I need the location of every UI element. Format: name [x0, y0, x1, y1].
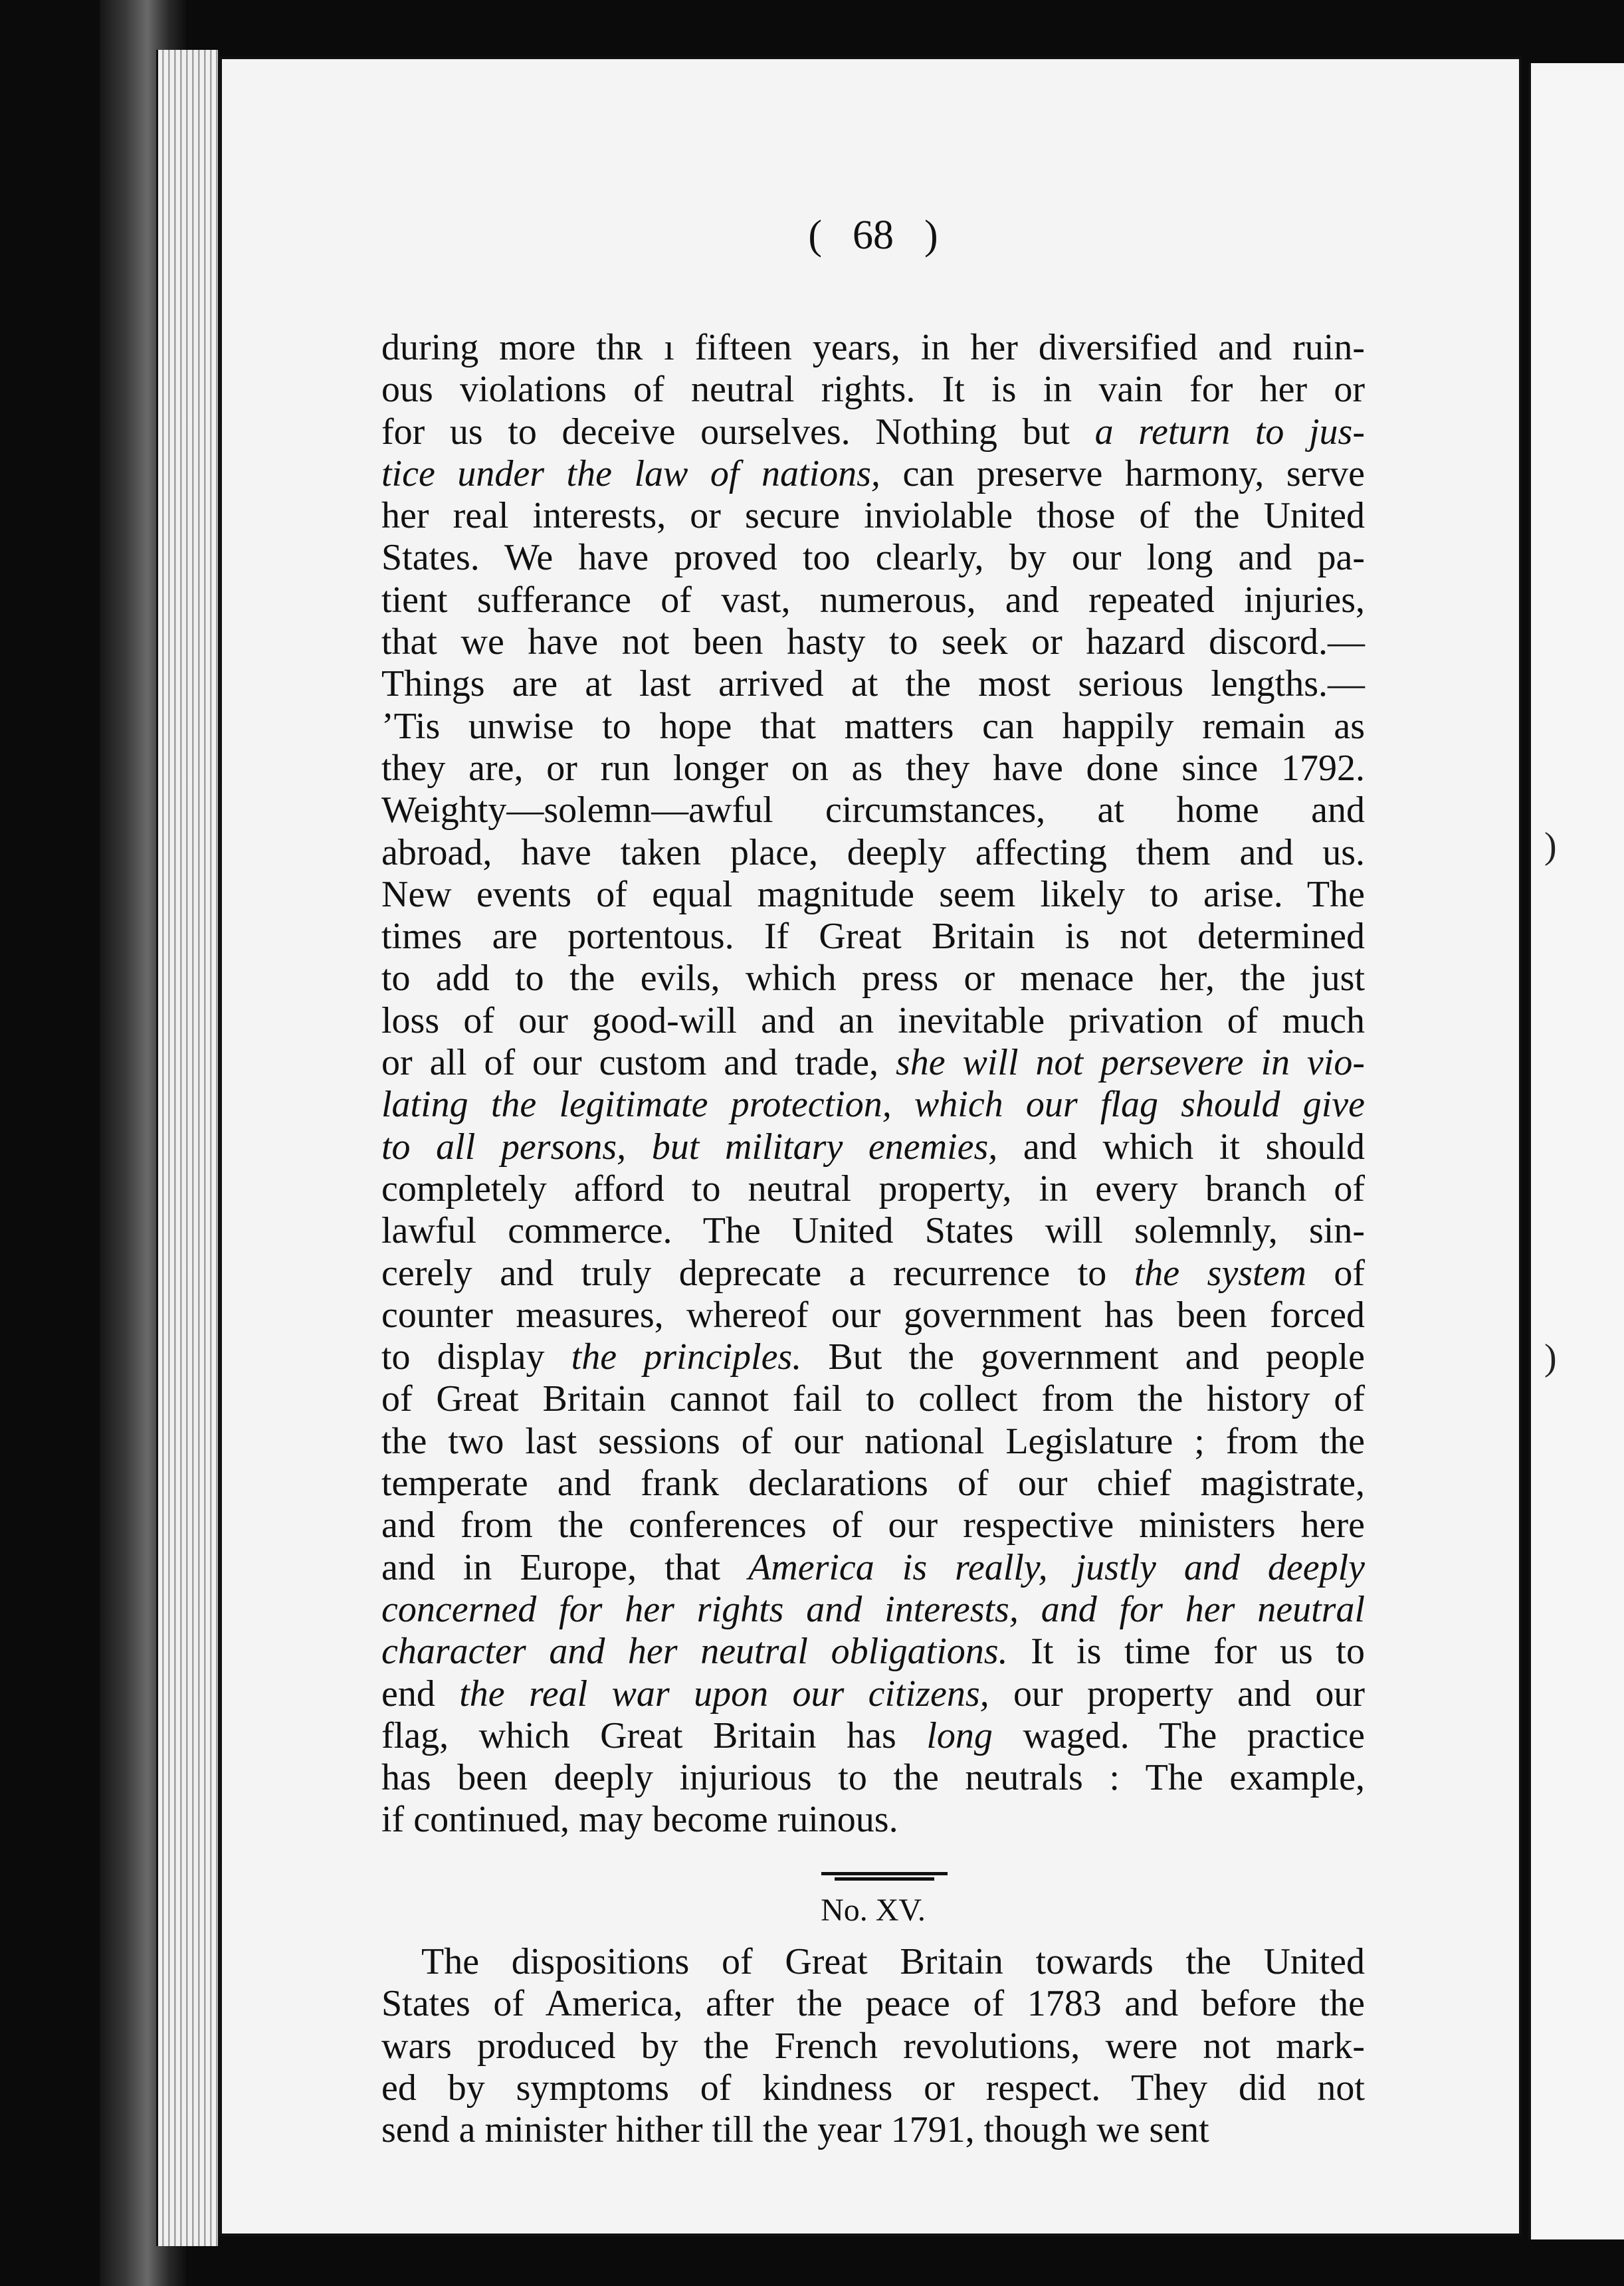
- text-line: [381, 369, 1365, 411]
- text-line: [381, 1168, 1365, 1210]
- italic-text: America is really, justly and deeply: [748, 1546, 1365, 1588]
- text-line: [381, 663, 1365, 705]
- text-line: [381, 1505, 1365, 1546]
- text-line: [381, 327, 1365, 369]
- italic-text: long: [926, 1715, 993, 1756]
- text-run: her real interests, or secure inviolable those of the United: [381, 495, 1365, 537]
- text-run: during more thʀ ı fifteen years, in her diversified and ruin-: [381, 327, 1365, 368]
- italic-text: concerned for her rights and interests, and for her neutral: [381, 1588, 1365, 1630]
- text-run: or all of our custom and trade,: [381, 1042, 896, 1084]
- text-line: [381, 579, 1365, 621]
- text-line: [381, 874, 1365, 916]
- text-line: [381, 537, 1365, 579]
- text-run: temperate and frank declarations of our chief magistrate,: [381, 1463, 1365, 1505]
- text-line: [381, 1253, 1365, 1295]
- text-run: has been deeply injurious to the neutrals : The example,: [381, 1757, 1365, 1799]
- text-line: [381, 1715, 1365, 1757]
- text-run: of Great Britain cannot fail to collect from the history of: [381, 1378, 1365, 1420]
- text-run: end: [381, 1673, 460, 1715]
- text-run: that we have not been hasty to seek or hazard discord.—: [381, 621, 1365, 663]
- text-run: times are portentous. If Great Britain is not determined: [381, 916, 1365, 958]
- text-line: [381, 832, 1365, 874]
- text-run: completely afford to neutral property, in every branch of: [381, 1168, 1365, 1209]
- text-line: [381, 2026, 1365, 2067]
- text-line: [381, 1126, 1365, 1168]
- text-line: [381, 1295, 1365, 1336]
- facing-page-mark: ): [1544, 825, 1557, 867]
- text-line: [381, 1042, 1365, 1084]
- text-run: to add to the evils, which press or menace her, the just: [381, 958, 1365, 999]
- text-run: and from the conferences of our respective ministers here: [381, 1505, 1365, 1546]
- italic-text: the principles.: [571, 1336, 802, 1378]
- section-heading: No. XV.: [821, 1893, 926, 1928]
- text-line: [381, 1421, 1365, 1463]
- section-divider-ornament: [821, 1872, 948, 1881]
- text-run: The dispositions of Great Britain towards the United: [421, 1941, 1365, 1982]
- text-run: counter measures, whereof our government has been forced: [381, 1294, 1365, 1336]
- text-run: they are, or run longer on as they have done since 1792.: [381, 747, 1365, 789]
- text-run: New events of equal magnitude seem likely to arise. The: [381, 873, 1365, 915]
- text-line: [381, 958, 1365, 999]
- text-line: [381, 916, 1365, 958]
- text-run: abroad, have taken place, deeply affecting them and us.: [381, 831, 1365, 873]
- text-line: [381, 1589, 1365, 1631]
- text-run: flag, which Great Britain has: [381, 1715, 927, 1756]
- body-text: [381, 327, 1365, 1841]
- text-line: [381, 1336, 1365, 1378]
- text-line: [381, 748, 1365, 789]
- italic-text: tice under the law of nations,: [381, 453, 880, 494]
- text-line: [381, 1757, 1365, 1799]
- page-number: 68: [853, 213, 894, 258]
- text-run: States of America, after the peace of 1783 and before the: [381, 1983, 1365, 2025]
- text-run: send a minister hither till the year 1791, though we sent: [381, 2109, 1209, 2151]
- text-run: It is time for us to: [1007, 1631, 1365, 1673]
- text-line: [381, 1463, 1365, 1505]
- text-run: our property and our: [989, 1673, 1365, 1715]
- text-line: [381, 1000, 1365, 1042]
- italic-text: the real war upon our citizens,: [459, 1673, 989, 1715]
- text-line: [381, 1378, 1365, 1420]
- italic-text: a return to jus-: [1094, 411, 1366, 453]
- italic-text: she will not persevere in vio-: [895, 1042, 1365, 1084]
- text-run: Things are at last arrived at the most serious lengths.—: [381, 663, 1365, 705]
- text-line: [381, 1983, 1365, 2025]
- text-run: if continued, may become ruinous.: [381, 1799, 898, 1841]
- text-run: lawful commerce. The United States will solemnly, sin-: [381, 1210, 1365, 1252]
- text-line: [381, 706, 1365, 748]
- page-number-paren-close: ): [924, 213, 938, 258]
- text-line: [381, 495, 1365, 537]
- text-run: for us to deceive ourselves. Nothing but: [381, 411, 1095, 453]
- text-run: the two last sessions of our national Legislature ; from the: [381, 1420, 1365, 1462]
- text-line: [381, 1799, 1365, 1841]
- text-run: cerely and truly deprecate a recurrence to: [381, 1252, 1134, 1294]
- text-line: [381, 1547, 1365, 1589]
- text-run: and in Europe, that: [381, 1546, 749, 1588]
- text-run: wars produced by the French revolutions, were not mark-: [381, 2025, 1365, 2067]
- text-line: [381, 789, 1365, 831]
- section-text: [381, 1941, 1365, 2151]
- text-run: of: [1306, 1252, 1365, 1294]
- text-line: [381, 2109, 1365, 2151]
- text-run: can preserve harmony, serve: [880, 453, 1365, 494]
- text-run: to display: [381, 1336, 571, 1378]
- text-run: waged. The practice: [992, 1715, 1365, 1756]
- text-run: But the government and people: [801, 1336, 1365, 1378]
- page-header: [222, 212, 1524, 259]
- text-line: [381, 621, 1365, 663]
- facing-page-mark: ): [1544, 1337, 1557, 1378]
- text-run: Weighty—solemn—awful circumstances, at home and: [381, 789, 1365, 831]
- text-line: [381, 411, 1365, 453]
- italic-text: character and her neutral obligations.: [381, 1631, 1008, 1673]
- facing-page-edge: [1528, 63, 1624, 2239]
- text-run: loss of our good-will and an inevitable privation of much: [381, 999, 1365, 1041]
- text-run: States. We have proved too clearly, by our long and pa-: [381, 537, 1365, 579]
- text-line: [381, 1941, 1365, 1983]
- text-line: [381, 1673, 1365, 1715]
- text-run: ous violations of neutral rights. It is in vain for her or: [381, 369, 1365, 411]
- text-line: [381, 1084, 1365, 1126]
- text-run: ’Tis unwise to hope that matters can happily remain as: [381, 705, 1365, 747]
- text-run: tient sufferance of vast, numerous, and repeated injuries,: [381, 579, 1365, 621]
- page-number-paren-open: (: [808, 213, 822, 258]
- page-edges: [156, 50, 218, 2246]
- text-run: ed by symptoms of kindness or respect. They did not: [381, 2067, 1365, 2109]
- italic-text: to all persons, but military enemies,: [381, 1126, 998, 1168]
- text-run: and which it should: [997, 1126, 1365, 1168]
- text-line: [381, 2067, 1365, 2109]
- text-line: [381, 453, 1365, 495]
- italic-text: lating the legitimate protection, which our flag should give: [381, 1084, 1365, 1126]
- italic-text: the system: [1134, 1252, 1306, 1294]
- book-page: [219, 56, 1522, 2236]
- text-line: [381, 1210, 1365, 1252]
- text-line: [381, 1631, 1365, 1673]
